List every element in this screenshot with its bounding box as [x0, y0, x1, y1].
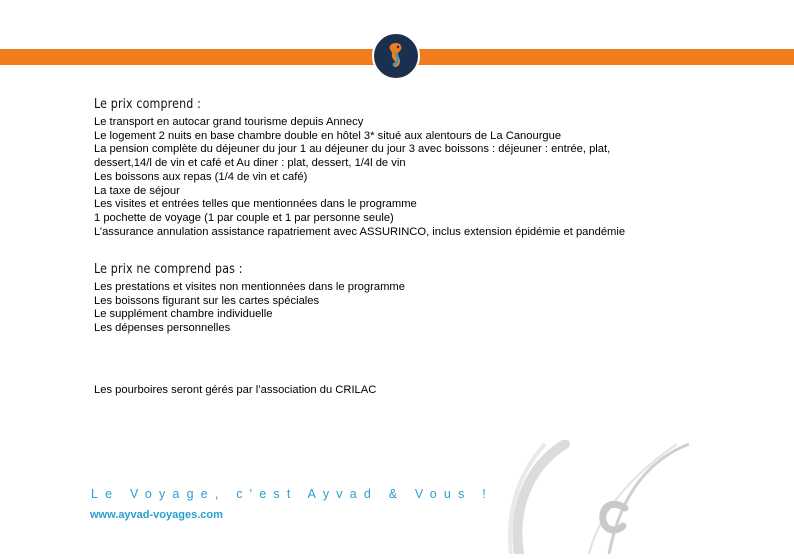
list-item: La taxe de séjour: [94, 184, 180, 197]
price-includes-list: [94, 116, 625, 239]
list-item: Le transport en autocar grand tourisme depuis Annecy: [94, 116, 364, 128]
price-includes-heading: Le prix comprend :: [94, 96, 202, 112]
seahorse-logo-icon: [372, 32, 420, 80]
list-item: Les boissons aux repas (1/4 de vin et café): [94, 170, 308, 183]
price-excludes-section: [94, 261, 405, 336]
list-item: Les prestations et visites non mentionnées dans le programme: [94, 281, 405, 293]
list-item: Le logement 2 nuits en base chambre double en hôtel 3* situé aux alentours de La Canourgue: [94, 129, 562, 142]
list-item: Le supplément chambre individuelle: [94, 308, 273, 321]
price-includes-section: [94, 96, 625, 239]
list-item: L’assurance annulation assistance rapatriement avec ASSURINCO, inclus extension épidémie et pandémie: [94, 225, 626, 238]
list-item: Les dépenses personnelles: [94, 322, 231, 335]
price-excludes-heading: Le prix ne comprend pas :: [94, 261, 243, 277]
price-excludes-list: [94, 281, 405, 336]
tips-note: Les pourboires seront gérés par l’association du CRILAC: [94, 384, 377, 396]
list-item: Les boissons figurant sur les cartes spéciales: [94, 294, 320, 307]
list-item: Les visites et entrées telles que mentionnées dans le programme: [94, 198, 417, 211]
list-item: dessert,14/l de vin et café et Au diner : plat, dessert, 1/4l de vin: [94, 157, 406, 170]
list-item: La pension complète du déjeuner du jour 1 au déjeuner du jour 3 avec boissons : déjeuner : entrée, plat,: [94, 143, 611, 156]
brand-slogan: Le Voyage, c'est Ayvad & Vous !: [91, 487, 493, 501]
decorative-watermark-icon: [505, 440, 705, 559]
website-link[interactable]: www.ayvad-voyages.com: [90, 509, 223, 521]
list-item: 1 pochette de voyage (1 par couple et 1 par personne seule): [94, 211, 394, 224]
